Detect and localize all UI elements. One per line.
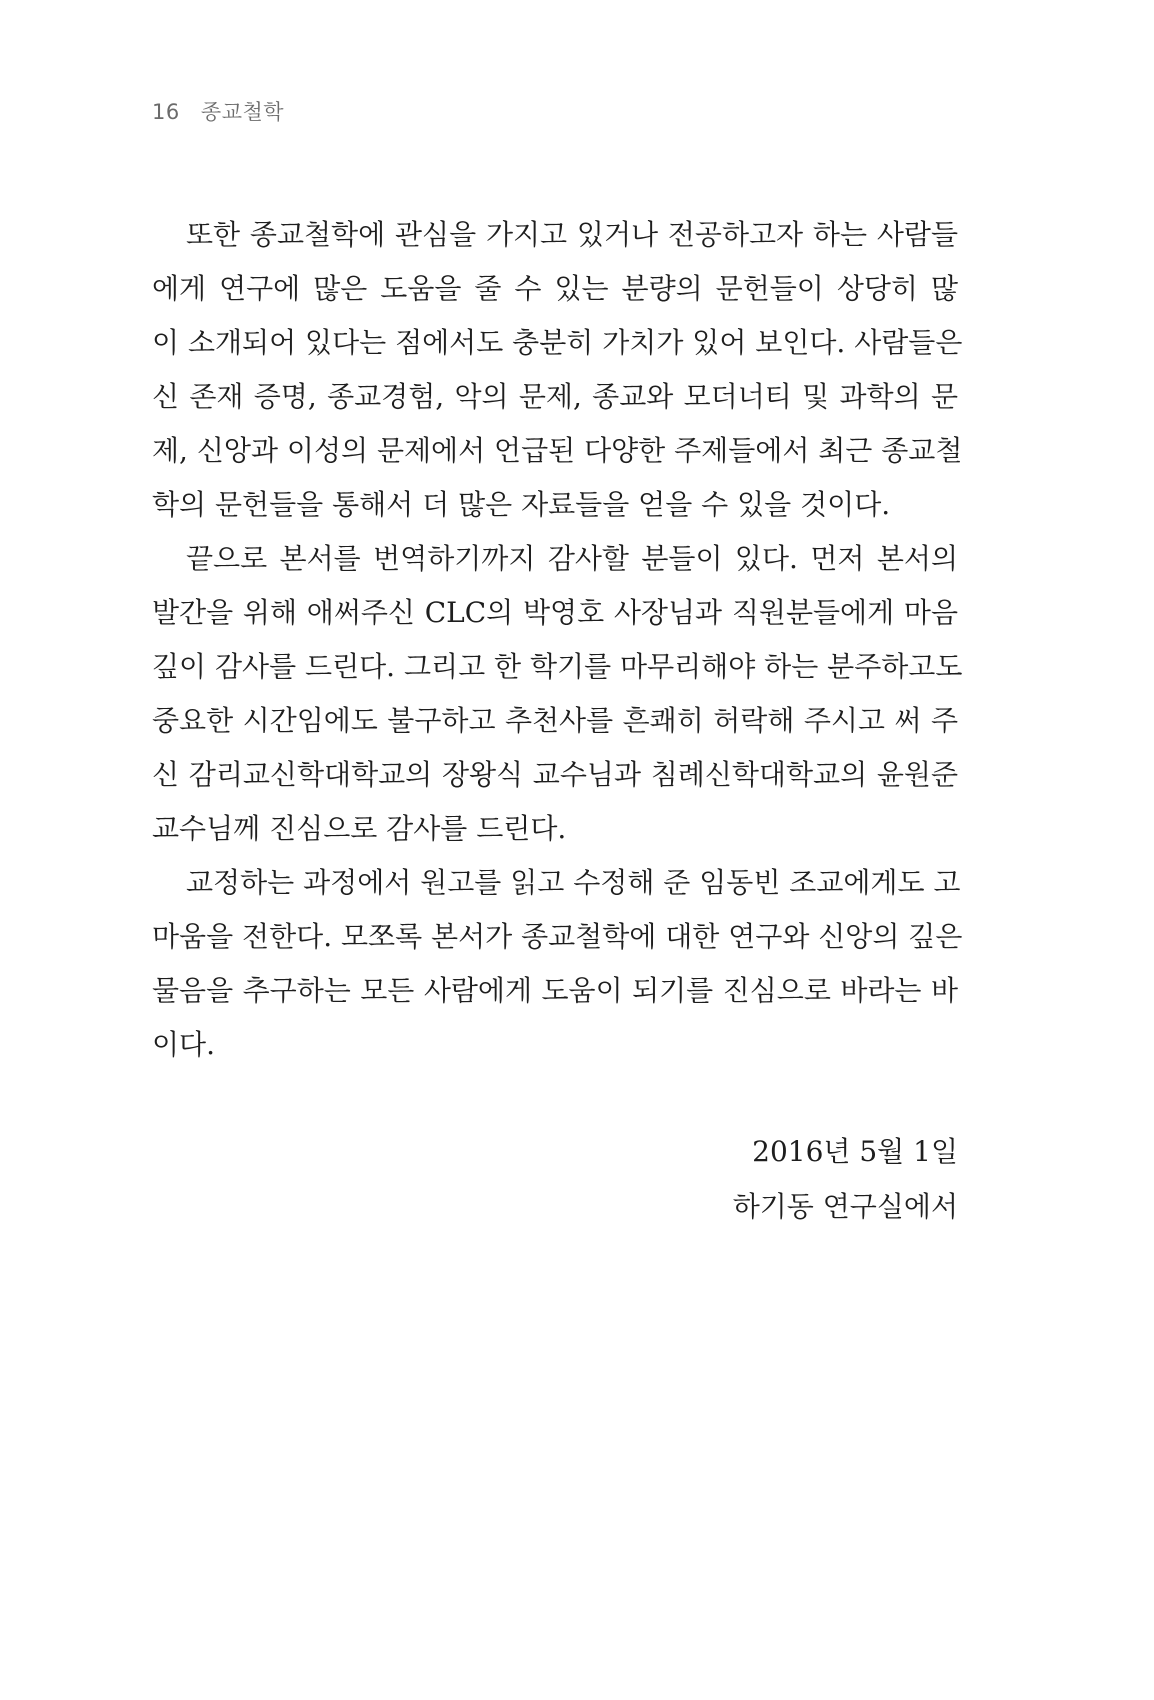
- signature-place: 하기동 연구실에서: [732, 1190, 958, 1223]
- signature-date: 2016년 5월 1일: [752, 1135, 958, 1168]
- book-title: 종교철학: [200, 100, 285, 124]
- paragraph-3-line-2: 마움을 전한다. 모쪼록 본서가 종교철학에 대한 연구와 신앙의 깊은: [152, 920, 963, 953]
- paragraph-3-line-3: 물음을 추구하는 모든 사람에게 도움이 되기를 진심으로 바라는 바: [152, 974, 958, 1007]
- signature-block: [733, 1124, 958, 1234]
- paragraph-1-line-6: 학의 문헌들을 통해서 더 많은 자료들을 얻을 수 있을 것이다.: [152, 488, 891, 521]
- paragraph-1-line-5: 제, 신앙과 이성의 문제에서 언급된 다양한 주제들에서 최근 종교철: [152, 434, 963, 467]
- paragraph-2-line-4: 중요한 시간임에도 불구하고 추천사를 흔쾌히 허락해 주시고 써 주: [152, 704, 958, 737]
- running-header: [152, 96, 284, 126]
- paragraph-1-line-3: 이 소개되어 있다는 점에서도 충분히 가치가 있어 보인다. 사람들은: [152, 326, 963, 359]
- paragraph-2-line-2: 발간을 위해 애써주신 CLC의 박영호 사장님과 직원분들에게 마음: [152, 596, 958, 629]
- paragraph-2-line-5: 신 감리교신학대학교의 장왕식 교수님과 침례신학대학교의 윤원준: [152, 758, 958, 791]
- page-number: 16: [152, 100, 180, 124]
- paragraph-2-line-3: 깊이 감사를 드린다. 그리고 한 학기를 마무리해야 하는 분주하고도: [152, 650, 963, 683]
- paragraph-3-line-4: 이다.: [152, 1028, 215, 1061]
- preface-body: [152, 208, 963, 1072]
- paragraph-1-line-4: 신 존재 증명, 종교경험, 악의 문제, 종교와 모더너티 및 과학의 문: [152, 380, 958, 413]
- paragraph-3-line-1: 교정하는 과정에서 원고를 읽고 수정해 준 임동빈 조교에게도 고: [186, 866, 961, 899]
- paragraph-2-line-1: 끝으로 본서를 번역하기까지 감사할 분들이 있다. 먼저 본서의: [186, 542, 958, 575]
- paragraph-1-line-2: 에게 연구에 많은 도움을 줄 수 있는 분량의 문헌들이 상당히 많: [152, 272, 958, 305]
- paragraph-1-line-1: 또한 종교철학에 관심을 가지고 있거나 전공하고자 하는 사람들: [186, 218, 958, 251]
- paragraph-2-line-6: 교수님께 진심으로 감사를 드린다.: [152, 812, 567, 845]
